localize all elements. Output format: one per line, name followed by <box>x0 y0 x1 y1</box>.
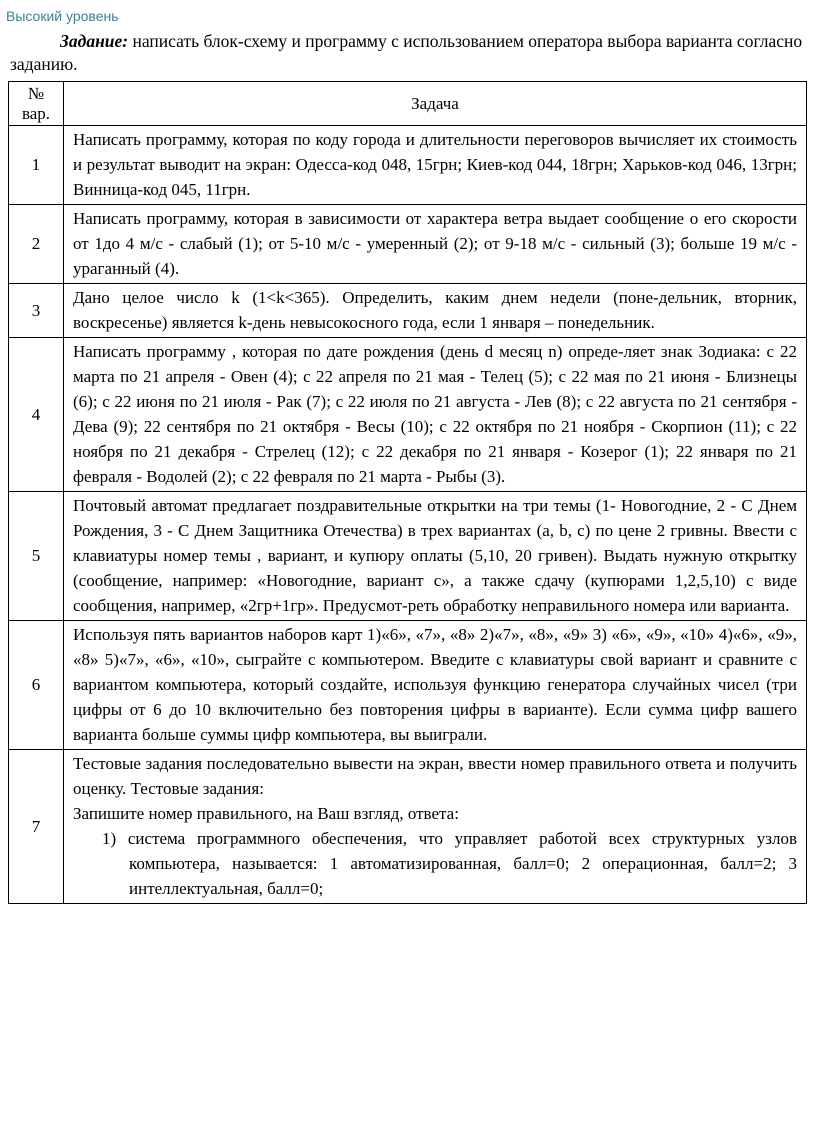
task-paragraph: Написать программу, которая в зависимости от характера ветра выдает сообщение о его скорости от 1до 4 м/с - слабый (1); от 5-10 м/с - умеренный (2); от 9-18 м/с - сильный (3); больше 19 м/с - ураганный (4). <box>73 209 797 279</box>
assignment-text: написать блок-схему и программу с использованием оператора выбора варианта согласно заданию. <box>10 31 803 75</box>
variant-number-cell: 5 <box>9 492 64 621</box>
task-cell <box>64 126 807 205</box>
column-header-variant-number: № вар. <box>9 82 64 126</box>
table-row <box>9 284 807 338</box>
variant-number-cell: 7 <box>9 750 64 904</box>
table-row <box>9 492 807 621</box>
table-row <box>9 621 807 750</box>
tasks-table-body <box>9 126 807 904</box>
assignment-label: Задание: <box>60 31 129 51</box>
assignment-paragraph <box>10 30 806 76</box>
tasks-table-header <box>9 82 807 126</box>
task-cell <box>64 621 807 750</box>
task-cell <box>64 338 807 492</box>
task-paragraph: Используя пять вариантов наборов карт 1)«6», «7», «8» 2)«7», «8», «9» 3) «6», «9», «10» 4)«6», «9», «8» 5)«7», «6», «10», сыграйте с компьютером. Введите с клавиатуры свой вариант и сравните с вариантом компьютера, который создайте, используя функцию генератора случайных чисел (три цифры от 6 до 10 включительно без повторения цифры в варианте). Если сумма цифр вашего варианта больше суммы цифр компьютера, вы выиграли. <box>73 625 797 745</box>
variant-number-cell: 2 <box>9 205 64 284</box>
variant-number-cell: 6 <box>9 621 64 750</box>
level-label: Высокий уровень <box>6 8 119 24</box>
variant-number-cell: 1 <box>9 126 64 205</box>
task-cell <box>64 205 807 284</box>
table-row <box>9 338 807 492</box>
task-list-item: 1) система программного обеспечения, что управляет работой всех структурных узлов компьютера, называется: 1 автоматизированная, балл=0; 2 операционная, балл=2; 3 интеллектуальная, балл=0; <box>102 829 797 899</box>
table-row <box>9 126 807 205</box>
task-paragraph: Написать программу , которая по дате рождения (день d месяц n) опреде-ляет знак Зодиака: с 22 марта по 21 апреля - Овен (4); с 22 апреля по 21 мая - Телец (5); с 22 мая по 21 июня - Близнецы (6); с 22 июня по 21 июля - Рак (7); с 22 июля по 21 августа - Лев (8); с 22 августа по 21 сентября - Дева (9); 22 сентября по 21 октября - Весы (10); с 22 октября по 21 ноября - Скорпион (11); с 22 ноября по 21 декабря - Стрелец (12); с 22 декабря по 21 января - Козерог (1); 22 января по 21 февраля - Водолей (2); с 22 февраля по 21 марта - Рыбы (3). <box>73 342 797 487</box>
table-row <box>9 205 807 284</box>
task-paragraph: Тестовые задания последовательно вывести на экран, ввести номер правильного ответа и получить оценку. Тестовые задания: <box>73 754 797 799</box>
task-paragraph: Дано целое число k (1<k<365). Определить, каким днем недели (поне-дельник, вторник, воскресенье) является k-день невысокосного года, если 1 января – понедельник. <box>73 288 797 333</box>
variant-number-cell: 4 <box>9 338 64 492</box>
tasks-table <box>8 81 807 904</box>
task-paragraph: Запишите номер правильного, на Ваш взгляд, ответа: <box>73 804 459 824</box>
table-row <box>9 750 807 904</box>
task-paragraph: Написать программу, которая по коду города и длительности переговоров вычисляет их стоимость и результат выводит на экран: Одесса-код 048, 15грн; Киев-код 044, 18грн; Харьков-код 046, 13грн; Винница-код 045, 11грн. <box>73 130 797 200</box>
task-cell <box>64 750 807 904</box>
task-cell <box>64 284 807 338</box>
task-paragraph: Почтовый автомат предлагает поздравительные открытки на три темы (1- Новогодние, 2 - С Днем Рождения, 3 - С Днем Защитника Отечества) в трех вариантах (a, b, c) по цене 2 гривны. Ввести с клавиатуры номер темы , вариант, и купюру оплаты (5,10, 20 гривен). Выдать нужную открытку (сообщение, например: «Новогодние, вариант с», а также сдачу (купюрами 1,2,5,10) с виде сообщения, например, «2гр+1гр». Предусмот-реть обработку неправильного номера или варианта. <box>73 496 797 616</box>
task-cell <box>64 492 807 621</box>
variant-number-cell: 3 <box>9 284 64 338</box>
column-header-task: Задача <box>64 82 807 126</box>
